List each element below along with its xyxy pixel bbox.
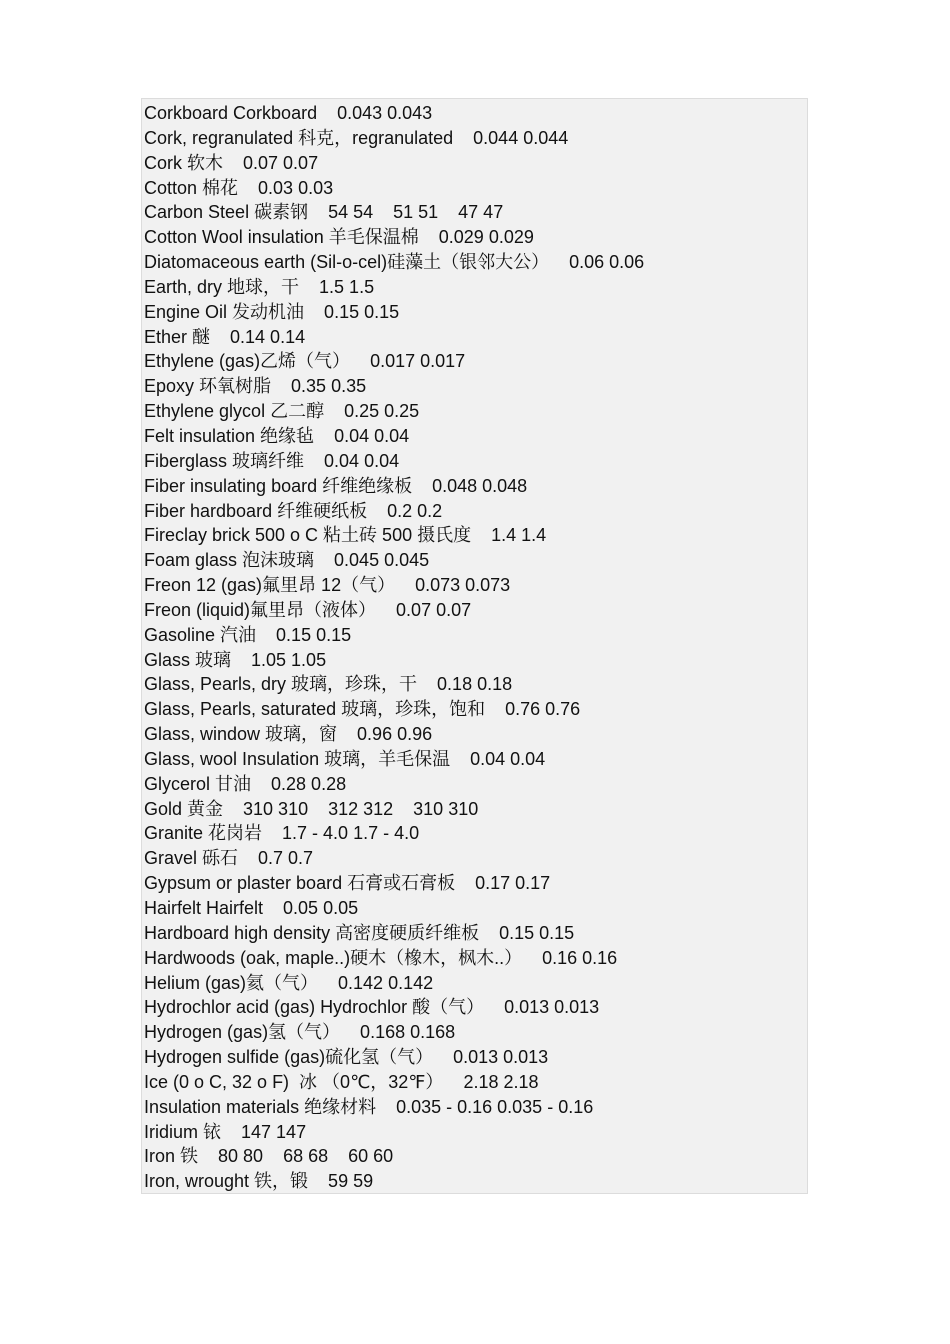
- table-row: Hydrogen (gas)氢（气） 0.168 0.168: [144, 1022, 456, 1043]
- table-row: Gravel 砾石 0.7 0.7: [144, 848, 314, 869]
- table-row: Iron, wrought 铁，锻 59 59: [144, 1171, 374, 1192]
- table-row: Foam glass 泡沫玻璃 0.045 0.045: [144, 550, 430, 571]
- table-row: Glass, Pearls, saturated 玻璃，珍珠，饱和 0.76 0.76: [144, 699, 581, 720]
- table-row: Glycerol 甘油 0.28 0.28: [144, 773, 347, 794]
- table-row: Hairfelt Hairfelt 0.05 0.05: [144, 898, 359, 918]
- table-row: Diatomaceous earth (Sil-o-cel)硅藻土（银邻大公） 0.06 0.06: [144, 252, 645, 273]
- table-row: Freon 12 (gas)氟里昂 12（气） 0.073 0.073: [144, 575, 511, 596]
- table-row: Hardboard high density 高密度硬质纤维板 0.15 0.15: [144, 922, 575, 943]
- table-row: Cotton 棉花 0.03 0.03: [144, 177, 334, 198]
- table-row: Ice (0 o C, 32 o F) 冰 （0℃，32℉） 2.18 2.18: [144, 1071, 539, 1092]
- table-row: Fireclay brick 500 o C 粘土砖 500 摄氏度 1.4 1.4: [144, 525, 547, 546]
- table-row: Cotton Wool insulation 羊毛保温棉 0.029 0.029: [144, 227, 534, 248]
- table-row: Iridium 铱 147 147: [144, 1121, 307, 1142]
- table-row: Gasoline 汽油 0.15 0.15: [144, 624, 352, 645]
- table-row: Gypsum or plaster board 石膏或石膏板 0.17 0.17: [144, 873, 551, 894]
- table-row: Glass 玻璃 1.05 1.05: [144, 649, 327, 670]
- table-row: Fiber hardboard 纤维硬纸板 0.2 0.2: [144, 500, 443, 521]
- table-row: Fiber insulating board 纤维绝缘板 0.048 0.048: [144, 475, 528, 496]
- table-row: Hydrochlor acid (gas) Hydrochlor 酸（气） 0.013 0.013: [144, 997, 600, 1018]
- table-row: Felt insulation 绝缘毡 0.04 0.04: [144, 425, 410, 446]
- table-row: Glass, wool Insulation 玻璃，羊毛保温 0.04 0.04: [144, 748, 546, 769]
- table-row: Hardwoods (oak, maple..)硬木（橡木，枫木..） 0.16 0.16: [144, 947, 618, 968]
- table-row: Ether 醚 0.14 0.14: [144, 326, 306, 347]
- table-row: Earth, dry 地球，干 1.5 1.5: [144, 276, 375, 297]
- table-row: Granite 花岗岩 1.7 - 4.0 1.7 - 4.0: [144, 823, 420, 844]
- table-row: Ethylene glycol 乙二醇 0.25 0.25: [144, 401, 420, 422]
- conductivity-table-panel: [141, 98, 808, 1194]
- table-row: Freon (liquid)氟里昂（液体） 0.07 0.07: [144, 599, 472, 620]
- table-row: Helium (gas)氦（气） 0.142 0.142: [144, 972, 434, 993]
- table-row: Fiberglass 玻璃纤维 0.04 0.04: [144, 450, 400, 471]
- table-row: Cork 软木 0.07 0.07: [144, 152, 319, 173]
- table-row: Iron 铁 80 80 68 68 60 60: [144, 1146, 394, 1167]
- table-row: Ethylene (gas)乙烯（气） 0.017 0.017: [144, 351, 466, 372]
- table-row: Epoxy 环氧树脂 0.35 0.35: [144, 376, 367, 397]
- table-row: Engine Oil 发动机油 0.15 0.15: [144, 301, 400, 322]
- table-row: Corkboard Corkboard 0.043 0.043: [144, 103, 433, 123]
- table-row: Glass, window 玻璃，窗 0.96 0.96: [144, 724, 433, 745]
- table-row: Hydrogen sulfide (gas)硫化氢（气） 0.013 0.013: [144, 1047, 549, 1068]
- table-row: Cork, regranulated 科克，regranulated 0.044 0.044: [144, 127, 569, 148]
- table-row: Glass, Pearls, dry 玻璃，珍珠，干 0.18 0.18: [144, 674, 513, 695]
- table-row: Insulation materials 绝缘材料 0.035 - 0.16 0.035 - 0.16: [144, 1096, 594, 1117]
- table-row: Gold 黄金 310 310 312 312 310 310: [144, 798, 479, 819]
- table-row: Carbon Steel 碳素钢 54 54 51 51 47 47: [144, 202, 504, 223]
